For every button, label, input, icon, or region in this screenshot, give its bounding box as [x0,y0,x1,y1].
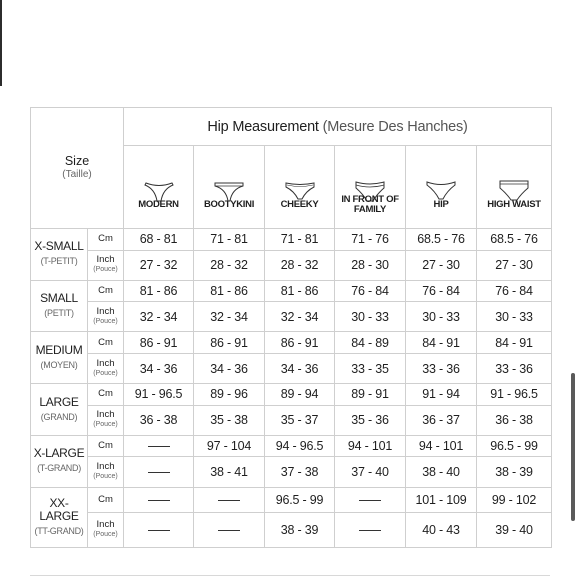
measurement-value: 94 - 96.5 [275,439,324,454]
unit-cm: Cm [98,388,113,400]
unit-inch: Inch [96,254,115,266]
cm-unit-label [88,487,124,512]
measurement-value: 30 - 33 [351,309,389,324]
measurement-cell [477,512,552,547]
measurement-cell [265,250,335,280]
measurement-cell [124,353,194,383]
cm-unit-label [88,435,124,457]
measurement-value: 96.5 - 99 [275,492,324,507]
measurement-cell [124,229,194,251]
measurement-value: 28 - 30 [351,258,389,273]
measurement-cell [477,457,552,487]
measurement-cell [335,512,406,547]
chart-title-main: Hip Measurement [207,118,319,135]
unit-inch-french: (Pouce) [93,317,118,325]
size-label-cell [31,487,88,547]
measurement-cell [194,487,265,512]
measurement-cell [477,280,552,302]
measurement-value: 36 - 38 [139,413,178,428]
left-edge-rule [0,0,2,86]
measurement-cell [335,353,406,383]
inch-unit-label [88,405,124,435]
unit-cm: Cm [98,284,113,296]
unit-cm: Cm [98,233,113,245]
unit-inch-french: (Pouce) [93,530,118,538]
measurement-cell [194,250,265,280]
bottom-divider [30,575,550,576]
chart-title [124,108,552,146]
measurement-cell [194,435,265,457]
measurement-value: 84 - 91 [422,335,460,350]
measurement-value: 34 - 36 [139,361,178,376]
measurement-value: 27 - 30 [422,258,460,273]
table-row [31,512,552,547]
style-name-label: MODERN [138,199,179,210]
not-available-dash [359,530,381,531]
not-available-dash [148,500,170,501]
measurement-value: 81 - 86 [139,283,178,298]
unit-cm: Cm [98,336,113,348]
measurement-cell [194,302,265,332]
measurement-value: 71 - 81 [280,232,319,247]
measurement-cell [406,332,477,354]
measurement-value: 91 - 94 [422,387,460,402]
measurement-value: 27 - 30 [495,258,533,273]
table-row [31,457,552,487]
table-row [31,332,552,354]
cm-unit-label [88,332,124,354]
measurement-value: 89 - 96 [210,387,248,402]
measurement-cell [477,487,552,512]
inch-unit-label [88,353,124,383]
measurement-value: 37 - 40 [351,465,389,479]
measurement-cell [406,250,477,280]
measurement-cell [265,280,335,302]
measurement-value: 39 - 40 [495,522,533,537]
measurement-value: 34 - 36 [280,361,319,376]
size-name-french: (TT-GRAND) [34,525,84,536]
measurement-cell [265,229,335,251]
size-label-cell [31,435,88,487]
measurement-value: 34 - 36 [210,361,248,376]
cm-unit-label [88,229,124,251]
measurement-value: 38 - 39 [280,522,319,537]
not-available-dash [148,472,170,473]
measurement-cell [265,435,335,457]
measurement-value: 32 - 34 [280,309,319,324]
measurement-cell [477,229,552,251]
table-row [31,405,552,435]
measurement-value: 99 - 102 [491,492,537,507]
style-name-label: BOOTYKINI [203,199,255,210]
measurement-cell [194,332,265,354]
table-row [31,302,552,332]
measurement-cell [124,280,194,302]
measurement-cell [335,457,406,487]
unit-inch-french: (Pouce) [93,266,118,274]
measurement-cell [124,405,194,435]
measurement-value: 81 - 86 [210,283,248,298]
table-row [31,435,552,457]
measurement-cell [406,487,477,512]
measurement-value: 68 - 81 [139,232,178,247]
table-row [31,250,552,280]
measurement-cell [477,405,552,435]
measurement-value: 38 - 40 [422,465,460,479]
size-name-french: (T-PETIT) [40,256,78,267]
measurement-cell [265,384,335,406]
measurement-cell [124,332,194,354]
size-name: SMALL [40,291,78,306]
size-header [31,108,124,229]
size-name: XX-LARGE [39,495,79,523]
measurement-value: 89 - 91 [351,387,389,402]
measurement-cell [406,512,477,547]
measurement-cell [265,353,335,383]
measurement-cell [124,487,194,512]
unit-inch: Inch [96,305,115,317]
style-header-high-waist [477,146,552,229]
measurement-value: 28 - 32 [210,258,248,273]
measurement-value: 91 - 96.5 [134,387,183,402]
inch-unit-label [88,250,124,280]
measurement-cell [265,512,335,547]
measurement-value: 91 - 96.5 [490,387,538,402]
measurement-cell [477,353,552,383]
measurement-cell [477,302,552,332]
measurement-value: 35 - 38 [210,413,248,428]
not-available-dash [218,500,240,501]
measurement-cell [406,229,477,251]
table-row [31,384,552,406]
measurement-value: 71 - 76 [351,232,389,247]
not-available-dash [359,500,381,501]
not-available-dash [148,530,170,531]
measurement-cell [406,302,477,332]
size-name-french: (PETIT) [44,308,74,319]
measurement-cell [335,302,406,332]
measurement-cell [194,229,265,251]
measurement-cell [124,457,194,487]
measurement-cell [406,384,477,406]
chart-title-french: (Mesure Des Hanches) [322,118,468,135]
table-row [31,280,552,302]
measurement-value: 38 - 41 [210,465,248,479]
unit-inch: Inch [96,357,115,369]
measurement-cell [124,384,194,406]
size-header-label: Size [64,154,90,168]
unit-inch: Inch [96,461,115,472]
size-label-cell [31,280,88,332]
size-header-french: (Taille) [62,169,92,180]
measurement-value: 33 - 36 [422,361,460,376]
style-header-bootykini [194,146,265,229]
measurement-cell [406,435,477,457]
measurement-value: 32 - 34 [210,309,248,324]
size-name: LARGE [39,394,79,409]
measurement-value: 28 - 32 [280,258,319,273]
measurement-value: 30 - 33 [422,309,460,324]
measurement-value: 35 - 36 [351,413,389,428]
measurement-value: 30 - 33 [495,309,533,324]
style-header-modern [124,146,194,229]
measurement-value: 40 - 43 [422,522,460,537]
size-name: X-SMALL [34,239,84,254]
measurement-cell [194,280,265,302]
measurement-value: 37 - 38 [280,465,319,479]
measurement-cell [406,405,477,435]
inch-unit-label [88,302,124,332]
measurement-value: 27 - 32 [139,258,178,273]
not-available-dash [148,446,170,447]
style-name-label: HIGH WAIST [487,199,541,210]
measurement-cell [265,332,335,354]
size-name-french: (T-GRAND) [37,463,81,474]
measurement-value: 81 - 86 [280,283,319,298]
style-name-label: CHEEKY [280,199,319,210]
measurement-cell [124,302,194,332]
inch-unit-label [88,512,124,547]
measurement-cell [335,405,406,435]
measurement-value: 86 - 91 [210,335,248,350]
measurement-cell [194,384,265,406]
measurement-cell [477,332,552,354]
scrollbar-thumb[interactable] [571,373,575,521]
style-name-label: IN FRONT OF FAMILY [341,194,399,215]
measurement-value: 97 - 104 [206,439,252,454]
style-header-cheeky [265,146,335,229]
unit-cm: Cm [98,440,113,452]
inch-unit-label [88,457,124,487]
measurement-cell [335,435,406,457]
measurement-cell [335,332,406,354]
table-row [31,487,552,512]
measurement-cell [194,353,265,383]
measurement-value: 86 - 91 [139,335,178,350]
measurement-value: 76 - 84 [495,283,533,298]
size-label-cell [31,384,88,436]
measurement-cell [477,435,552,457]
measurement-value: 36 - 38 [495,413,533,428]
measurement-value: 101 - 109 [415,492,467,507]
unit-inch: Inch [96,518,115,530]
size-label-cell [31,229,88,281]
measurement-cell [194,457,265,487]
size-name: MEDIUM [35,342,83,357]
table-row [31,353,552,383]
measurement-value: 96.5 - 99 [490,439,538,454]
unit-inch-french: (Pouce) [93,421,118,429]
size-label-cell [31,332,88,384]
unit-inch: Inch [96,409,115,421]
style-header-hip [406,146,477,229]
cm-unit-label [88,280,124,302]
measurement-cell [265,302,335,332]
size-name-french: (MOYEN) [40,359,78,370]
measurement-value: 84 - 91 [495,335,533,350]
measurement-value: 86 - 91 [280,335,319,350]
measurement-cell [265,457,335,487]
measurement-cell [335,250,406,280]
size-chart-table [30,107,552,548]
cm-unit-label [88,384,124,406]
measurement-value: 33 - 35 [351,361,389,376]
measurement-cell [124,435,194,457]
unit-inch-french: (Pouce) [93,369,118,377]
unit-inch-french: (Pouce) [93,473,118,480]
measurement-value: 35 - 37 [280,413,319,428]
unit-cm: Cm [98,493,113,505]
measurement-cell [335,229,406,251]
measurement-value: 68.5 - 76 [490,232,538,247]
size-name: X-LARGE [33,446,85,461]
style-name-label: HIP [433,199,449,210]
measurement-cell [194,512,265,547]
measurement-value: 33 - 36 [495,361,533,376]
measurement-cell [477,250,552,280]
size-name-french: (GRAND) [40,411,78,422]
measurement-cell [124,250,194,280]
measurement-value: 76 - 84 [351,283,389,298]
measurement-cell [406,353,477,383]
measurement-cell [406,280,477,302]
measurement-value: 71 - 81 [210,232,248,247]
measurement-value: 32 - 34 [139,309,178,324]
measurement-value: 94 - 101 [418,439,464,454]
measurement-cell [406,457,477,487]
measurement-cell [477,384,552,406]
measurement-value: 36 - 37 [422,413,460,428]
measurement-value: 76 - 84 [422,283,460,298]
style-header-in-front-of-family [335,146,406,229]
measurement-cell [335,280,406,302]
measurement-value: 38 - 39 [495,465,533,479]
table-row [31,229,552,251]
measurement-cell [124,512,194,547]
measurement-cell [335,487,406,512]
measurement-value: 68.5 - 76 [417,232,465,247]
measurement-cell [265,405,335,435]
not-available-dash [218,530,240,531]
measurement-value: 84 - 89 [351,335,389,350]
measurement-value: 94 - 101 [347,439,393,454]
measurement-cell [194,405,265,435]
measurement-value: 89 - 94 [280,387,319,402]
measurement-cell [335,384,406,406]
measurement-cell [265,487,335,512]
